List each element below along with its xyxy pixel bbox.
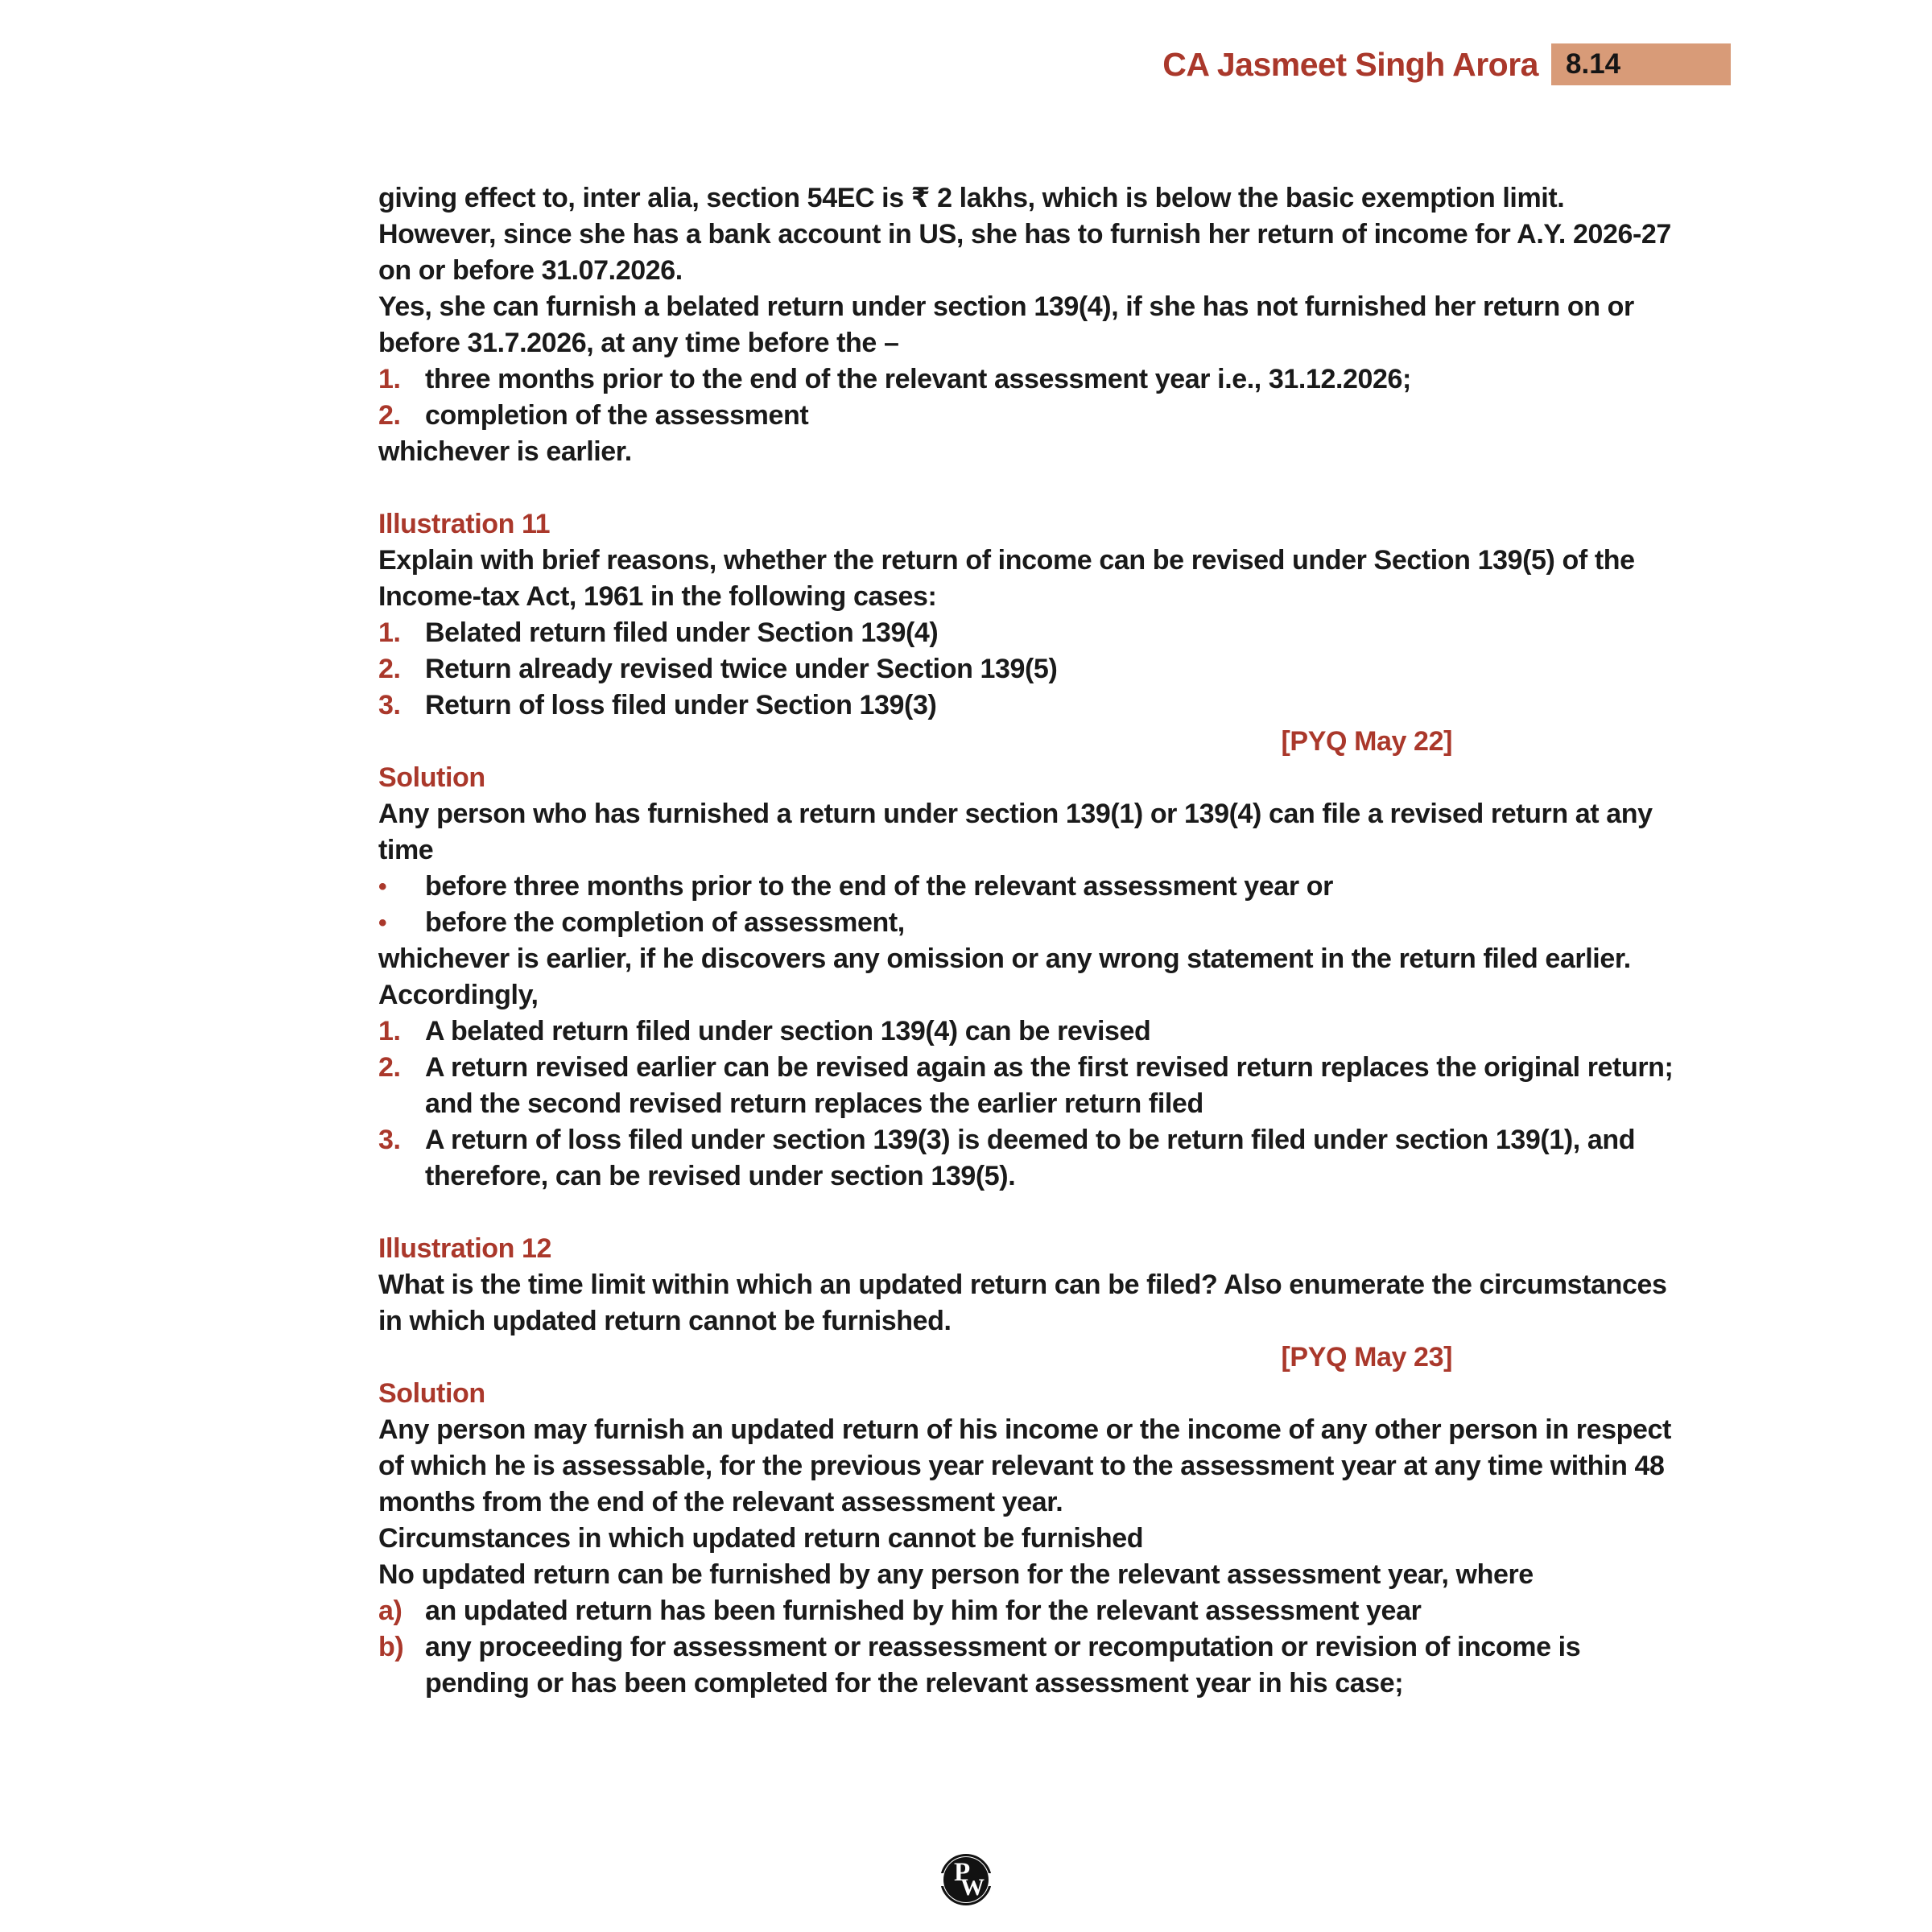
list-marker: 2.: [378, 1052, 401, 1083]
list-marker: b): [378, 1632, 404, 1662]
list-marker: 3.: [378, 1125, 401, 1155]
list-item-text: any proceeding for assessment or reassessment or recomputation or revision of income is pending or has been completed for the relevant assessment year in his case;: [425, 1632, 1581, 1699]
lettered-list: [378, 1593, 1684, 1702]
list-item: [378, 869, 1684, 905]
section-heading: Illustration 11: [378, 509, 551, 539]
list-item: [378, 1013, 1684, 1050]
bullet-icon: •: [378, 910, 387, 936]
paragraph: No updated return can be furnished by any person for the relevant assessment year, where: [378, 1559, 1534, 1590]
paragraph: giving effect to, inter alia, section 54EC is ₹ 2 lakhs, which is below the basic exemption limit. However, since she has a bank account in US, she has to furnish her return of income for A.Y. 2026-27 on or before 31.07.2026.: [378, 183, 1671, 286]
page-header: [0, 43, 1731, 85]
bullet-list: [378, 869, 1684, 941]
paragraph: Any person who has furnished a return under section 139(1) or 139(4) can file a revised return at any time: [378, 799, 1653, 865]
numbered-list: [378, 1013, 1684, 1195]
list-item: [378, 615, 1684, 651]
list-item: [378, 1050, 1684, 1122]
author-name: CA Jasmeet Singh Arora: [1162, 45, 1538, 83]
pyq-tag: [PYQ May 23]: [1281, 1342, 1452, 1373]
logo-letter-p: P: [954, 1858, 971, 1887]
section-heading: Solution: [378, 1378, 485, 1409]
list-item-text: before three months prior to the end of the relevant assessment year or: [425, 871, 1333, 902]
numbered-list: [378, 361, 1684, 434]
pyq-tag: [PYQ May 22]: [1281, 726, 1452, 757]
list-item: [378, 905, 1684, 941]
list-item-text: Return of loss filed under Section 139(3): [425, 690, 937, 720]
list-marker: 2.: [378, 400, 401, 431]
paragraph: Explain with brief reasons, whether the return of income can be revised under Section 139(5) of the Income-tax Act, 1961 in the following cases:: [378, 545, 1635, 612]
content-area: [378, 180, 1684, 1702]
list-item: [378, 398, 1684, 434]
list-item-text: an updated return has been furnished by him for the relevant assessment year: [425, 1596, 1422, 1626]
list-item: [378, 1122, 1684, 1195]
list-item-text: Return already revised twice under Section 139(5): [425, 654, 1058, 684]
vertical-spacer: [378, 1195, 1684, 1231]
bullet-icon: •: [378, 873, 387, 900]
list-item: [378, 1629, 1684, 1702]
list-marker: 1.: [378, 617, 401, 648]
list-marker: 1.: [378, 1016, 401, 1046]
page-number: 8.14: [1566, 48, 1621, 80]
list-item-text: before the completion of assessment,: [425, 907, 905, 938]
list-item-text: A belated return filed under section 139(4) can be revised: [425, 1016, 1151, 1046]
list-item-text: Belated return filed under Section 139(4): [425, 617, 939, 648]
list-item-text: three months prior to the end of the relevant assessment year i.e., 31.12.2026;: [425, 364, 1411, 394]
page-number-badge: [1551, 43, 1731, 85]
paragraph: What is the time limit within which an updated return can be filed? Also enumerate the circumstances in which updated return cannot be furnished.: [378, 1269, 1667, 1336]
paragraph: Yes, she can furnish a belated return under section 139(4), if she has not furnished her return on or before 31.7.2026, at any time before the –: [378, 291, 1634, 358]
list-item: [378, 361, 1684, 398]
list-item-text: completion of the assessment: [425, 400, 809, 431]
numbered-list: [378, 615, 1684, 724]
list-item: [378, 651, 1684, 687]
logo-letter-w: W: [960, 1874, 985, 1901]
section-heading: Illustration 12: [378, 1233, 552, 1264]
list-marker: 3.: [378, 690, 401, 720]
pw-logo: [940, 1854, 992, 1905]
paragraph: whichever is earlier.: [378, 436, 632, 467]
vertical-spacer: [378, 470, 1684, 506]
paragraph: Any person may furnish an updated return of his income or the income of any other person in respect of which he is assessable, for the previous year relevant to the assessment year at any time within 48 months from the end of the relevant assessment year.: [378, 1414, 1671, 1517]
list-item: [378, 687, 1684, 724]
list-marker: 2.: [378, 654, 401, 684]
list-marker: a): [378, 1596, 402, 1626]
paragraph: whichever is earlier, if he discovers any omission or any wrong statement in the return filed earlier. Accordingly,: [378, 943, 1631, 1010]
list-item: [378, 1593, 1684, 1629]
section-heading: Solution: [378, 762, 485, 793]
list-item-text: A return of loss filed under section 139(3) is deemed to be return filed under section 139(1), and therefore, can be revised under section 139(5).: [425, 1125, 1636, 1191]
paragraph: Circumstances in which updated return cannot be furnished: [378, 1523, 1144, 1554]
list-item-text: A return revised earlier can be revised again as the first revised return replaces the original return; and the second revised return replaces the earlier return filed: [425, 1052, 1674, 1119]
list-marker: 1.: [378, 364, 401, 394]
